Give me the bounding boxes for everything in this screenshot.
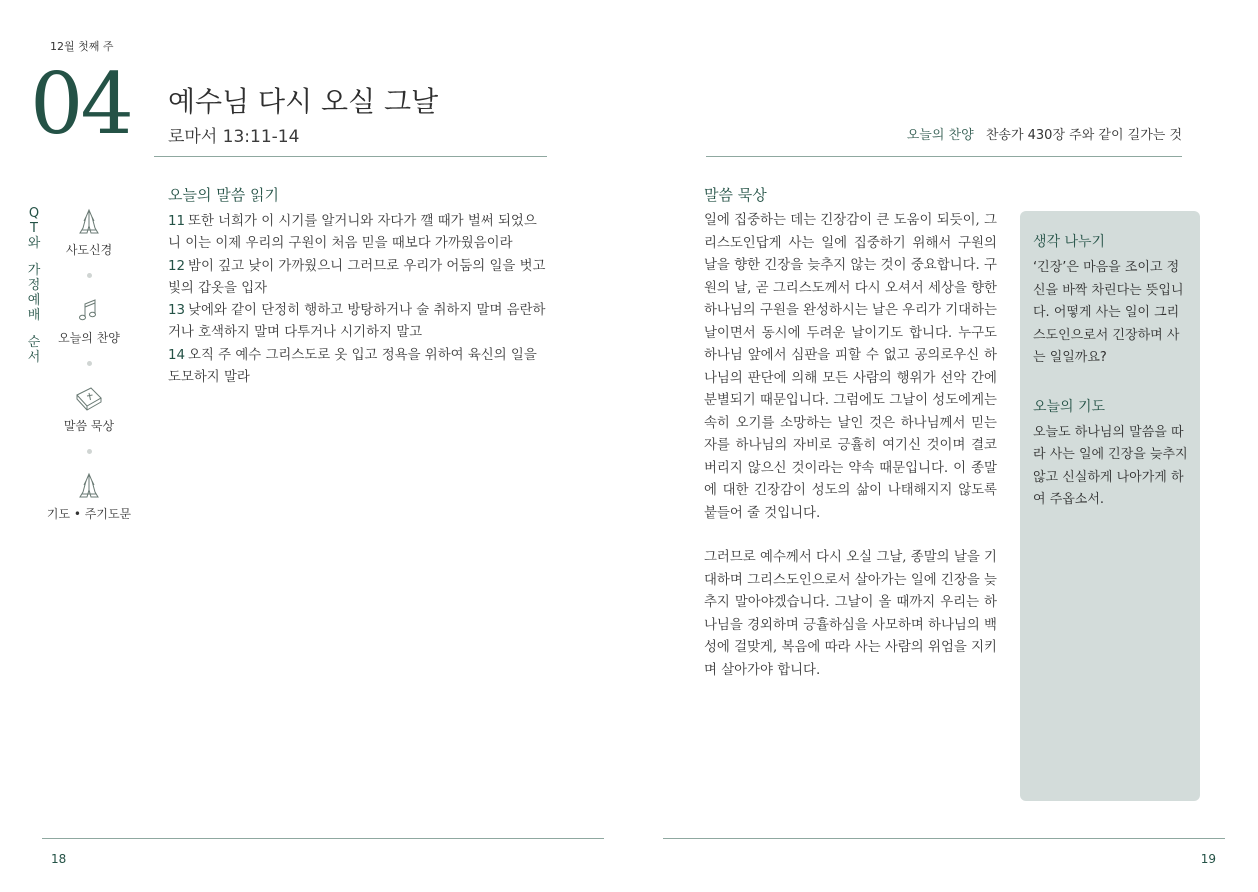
verse-text: 낮에와 같이 단정히 행하고 방탕하거나 술 취하지 말며 음란하거나 호색하지 말며 다투거나 시기하지 말고 <box>168 303 546 341</box>
verse-number: 14 <box>168 347 186 363</box>
top-rule-left <box>154 156 547 157</box>
verses-text <box>168 211 548 389</box>
nav-item-meditation <box>52 381 126 434</box>
praying-hands-icon <box>72 469 106 503</box>
vertical-gap <box>27 251 41 263</box>
page-number-right: 19 <box>1200 852 1216 866</box>
verse-number: 12 <box>168 258 186 274</box>
verse-text: 또한 너희가 이 시기를 알거니와 자다가 깰 때가 벌써 되었으니 이는 이제 우리의 구원이 처음 믿을 때보다 가까웠음이라 <box>168 214 537 252</box>
reading-heading: 오늘의 말씀 읽기 <box>168 186 279 204</box>
vertical-title <box>27 206 41 365</box>
share-heading: 생각 나누기 <box>1033 234 1106 250</box>
meditation-paragraph: 그러므로 예수께서 다시 오실 그날, 종말의 날을 기대하며 그리스도인으로서 살아가는 일에 긴장을 늦추지 말아야겠습니다. 그날이 올 때까지 우리는 하나님을 경외하며 긍휼하심을 사모하며 하나님의 백성에 걸맞게, 복음에 따라 사는 사람의 위엄을 지키며 살아가야 합니다. <box>704 550 997 678</box>
vertical-char: 예 <box>27 293 41 308</box>
share-text: ‘긴장’은 마음을 조이고 정신을 바짝 차린다는 뜻입니다. 어떻게 사는 일이 그리스도인으로서 긴장하며 사는 일일까요? <box>1033 260 1184 365</box>
bottom-rule-right <box>663 838 1225 839</box>
nav-label-meditation: 말씀 묵상 <box>63 419 115 433</box>
bible-book-icon <box>72 381 106 415</box>
top-rule-right <box>706 156 1182 157</box>
day-number: 04 <box>30 55 131 153</box>
vertical-char: 와 <box>27 236 41 251</box>
verse-number: 13 <box>168 303 186 319</box>
nav-dot <box>87 361 92 366</box>
page-title: 예수님 다시 오실 그날 <box>168 85 439 118</box>
nav-item-creed <box>52 205 126 258</box>
bottom-rule-left <box>42 838 604 839</box>
week-label: 12월 첫째 주 <box>50 40 114 53</box>
hymn-row <box>907 124 1182 143</box>
vertical-char: T <box>30 221 38 236</box>
page-number-left: 18 <box>51 852 67 866</box>
prayer-heading: 오늘의 기도 <box>1033 398 1106 415</box>
vertical-char: 서 <box>27 350 41 365</box>
meditation-paragraph: 일에 집중하는 데는 긴장감이 큰 도움이 되듯이, 그리스도인답게 사는 일에 집중하기 위해서 구원의 날을 향한 긴장을 늦추지 않는 것이 중요합니다. 구원의 날, 곧 그리스도께서 다시 오셔서 세상을 향한 하나님의 구원을 완성하시는 날은 우리가 기대하는 날이면서 동시에 두려운 날이기도 합니다. 누구도 하나님 앞에서 심판을 피할 수 없고 공의로우신 하나님의 판단에 의해 모든 사람의 행위가 선악 간에 분별되기 때문입니다. 그럼에도 그날이 성도에게는 속히 오기를 소망하는 날인 것은 하나님께서 믿는 자를 하나님의 자비로 긍휼히 여기신 것이며 결코 버리지 않으신 것이라는 약속 때문입니다. 이 종말에 대한 긴장감이 성도의 삶이 나태해지지 않도록 붙들어 줄 것입니다. <box>704 213 997 521</box>
nav-dot <box>87 449 92 454</box>
vertical-char: Q <box>28 206 40 221</box>
nav-item-prayer <box>46 469 132 522</box>
vertical-char: 정 <box>27 278 41 293</box>
hymn-label: 오늘의 찬양 <box>906 128 974 143</box>
hymn-text: 찬송가 430장 주와 같이 길가는 것 <box>985 128 1182 143</box>
praying-hands-icon <box>72 205 106 239</box>
vertical-char: 가 <box>27 263 41 278</box>
nav-label-hymn: 오늘의 찬양 <box>58 331 120 345</box>
verse-number: 11 <box>168 214 186 229</box>
nav-label-prayer: 기도 • 주기도문 <box>46 507 132 521</box>
scripture-reference: 로마서 13:11-14 <box>168 127 300 147</box>
music-note-icon <box>72 293 106 327</box>
verse-text: 오직 주 예수 그리스도로 옷 입고 정욕을 위하여 육신의 일을 도모하지 말라 <box>168 347 537 386</box>
nav-item-hymn <box>52 293 126 346</box>
meditation-heading: 말씀 묵상 <box>704 186 767 204</box>
vertical-char: 순 <box>27 335 41 350</box>
nav-label-creed: 사도신경 <box>65 243 113 257</box>
prayer-text: 오늘도 하나님의 말씀을 따라 사는 일에 긴장을 늦추지 않고 신실하게 나아가게 하여 주옵소서. <box>1033 424 1188 507</box>
box-gap <box>1033 370 1188 396</box>
verse-text: 밤이 깊고 낮이 가까웠으니 그러므로 우리가 어둠의 일을 벗고 빛의 갑옷을 입자 <box>168 258 546 296</box>
discussion-box <box>1020 211 1200 801</box>
order-nav <box>46 205 132 522</box>
meditation-body <box>704 210 997 682</box>
vertical-gap <box>27 323 41 335</box>
vertical-char: 배 <box>27 308 41 323</box>
nav-dot <box>87 273 92 278</box>
